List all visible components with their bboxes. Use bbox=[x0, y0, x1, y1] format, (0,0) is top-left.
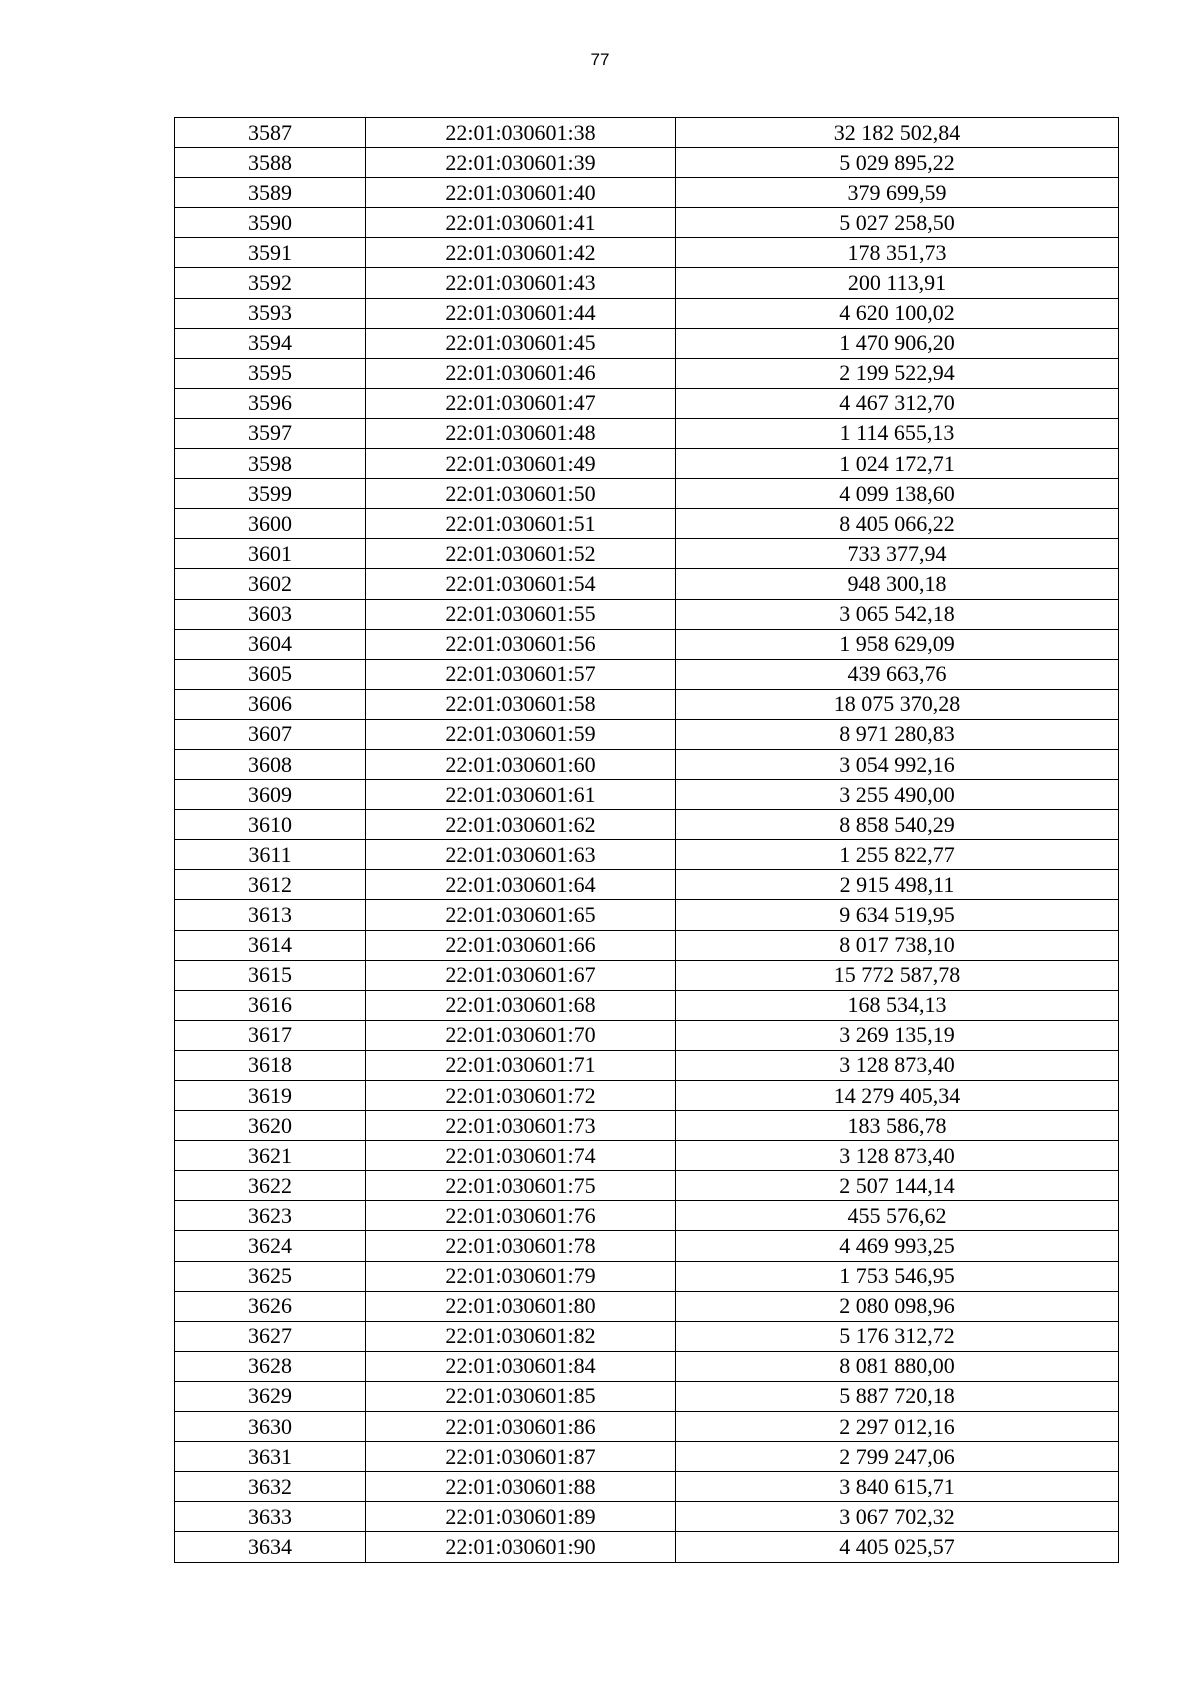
cadastral-number-cell: 22:01:030601:63 bbox=[366, 840, 676, 870]
table-row bbox=[175, 1321, 1119, 1351]
cadastral-number-cell: 22:01:030601:48 bbox=[366, 418, 676, 448]
cadastral-value-cell: 8 858 540,29 bbox=[676, 810, 1119, 840]
row-number-cell: 3595 bbox=[175, 358, 366, 388]
row-number-cell: 3601 bbox=[175, 539, 366, 569]
table-row bbox=[175, 388, 1119, 418]
table-row bbox=[175, 780, 1119, 810]
cadastral-value-cell: 2 080 098,96 bbox=[676, 1291, 1119, 1321]
cadastral-number-cell: 22:01:030601:73 bbox=[366, 1111, 676, 1141]
table-row bbox=[175, 900, 1119, 930]
cadastral-value-cell: 15 772 587,78 bbox=[676, 960, 1119, 990]
cadastral-value-cell: 733 377,94 bbox=[676, 539, 1119, 569]
cadastral-value-cell: 3 840 615,71 bbox=[676, 1472, 1119, 1502]
cadastral-value-cell: 18 075 370,28 bbox=[676, 689, 1119, 719]
cadastral-value-cell: 8 971 280,83 bbox=[676, 719, 1119, 749]
cadastral-number-cell: 22:01:030601:82 bbox=[366, 1321, 676, 1351]
table-row bbox=[175, 719, 1119, 749]
table-row bbox=[175, 479, 1119, 509]
cadastral-value-cell: 379 699,59 bbox=[676, 178, 1119, 208]
table-row bbox=[175, 810, 1119, 840]
cadastral-number-cell: 22:01:030601:62 bbox=[366, 810, 676, 840]
table-row bbox=[175, 1351, 1119, 1381]
table-row bbox=[175, 599, 1119, 629]
table-row bbox=[175, 1502, 1119, 1532]
cadastral-number-cell: 22:01:030601:41 bbox=[366, 208, 676, 238]
cadastral-number-cell: 22:01:030601:84 bbox=[366, 1351, 676, 1381]
table-row bbox=[175, 689, 1119, 719]
cadastral-number-cell: 22:01:030601:40 bbox=[366, 178, 676, 208]
cadastral-value-cell: 948 300,18 bbox=[676, 569, 1119, 599]
cadastral-value-cell: 3 269 135,19 bbox=[676, 1020, 1119, 1050]
table-row bbox=[175, 629, 1119, 659]
cadastral-number-cell: 22:01:030601:66 bbox=[366, 930, 676, 960]
cadastral-value-cell: 9 634 519,95 bbox=[676, 900, 1119, 930]
table-row bbox=[175, 990, 1119, 1020]
row-number-cell: 3628 bbox=[175, 1351, 366, 1381]
row-number-cell: 3627 bbox=[175, 1321, 366, 1351]
table-row bbox=[175, 298, 1119, 328]
cadastral-number-cell: 22:01:030601:87 bbox=[366, 1442, 676, 1472]
cadastral-number-cell: 22:01:030601:90 bbox=[366, 1532, 676, 1562]
table-row bbox=[175, 1532, 1119, 1562]
row-number-cell: 3597 bbox=[175, 418, 366, 448]
row-number-cell: 3613 bbox=[175, 900, 366, 930]
cadastral-value-cell: 3 128 873,40 bbox=[676, 1050, 1119, 1080]
row-number-cell: 3604 bbox=[175, 629, 366, 659]
row-number-cell: 3607 bbox=[175, 719, 366, 749]
table-row bbox=[175, 840, 1119, 870]
row-number-cell: 3602 bbox=[175, 569, 366, 599]
table-row bbox=[175, 1442, 1119, 1472]
cadastral-number-cell: 22:01:030601:64 bbox=[366, 870, 676, 900]
table-row bbox=[175, 268, 1119, 298]
row-number-cell: 3629 bbox=[175, 1381, 366, 1411]
cadastral-value-cell: 439 663,76 bbox=[676, 659, 1119, 689]
cadastral-value-cell: 5 027 258,50 bbox=[676, 208, 1119, 238]
cadastral-value-cell: 3 128 873,40 bbox=[676, 1141, 1119, 1171]
cadastral-number-cell: 22:01:030601:46 bbox=[366, 358, 676, 388]
cadastral-value-cell: 1 024 172,71 bbox=[676, 449, 1119, 479]
cadastral-number-cell: 22:01:030601:86 bbox=[366, 1412, 676, 1442]
row-number-cell: 3610 bbox=[175, 810, 366, 840]
cadastral-value-table bbox=[174, 117, 1119, 1563]
row-number-cell: 3591 bbox=[175, 238, 366, 268]
cadastral-number-cell: 22:01:030601:89 bbox=[366, 1502, 676, 1532]
row-number-cell: 3621 bbox=[175, 1141, 366, 1171]
row-number-cell: 3612 bbox=[175, 870, 366, 900]
table-row bbox=[175, 960, 1119, 990]
cadastral-value-cell: 2 199 522,94 bbox=[676, 358, 1119, 388]
table-row bbox=[175, 1171, 1119, 1201]
row-number-cell: 3614 bbox=[175, 930, 366, 960]
table-row bbox=[175, 1201, 1119, 1231]
table-row bbox=[175, 1020, 1119, 1050]
table-row bbox=[175, 1472, 1119, 1502]
cadastral-number-cell: 22:01:030601:78 bbox=[366, 1231, 676, 1261]
cadastral-value-cell: 32 182 502,84 bbox=[676, 118, 1119, 148]
cadastral-value-cell: 4 469 993,25 bbox=[676, 1231, 1119, 1261]
cadastral-value-cell: 1 470 906,20 bbox=[676, 328, 1119, 358]
table-row bbox=[175, 1261, 1119, 1291]
row-number-cell: 3589 bbox=[175, 178, 366, 208]
cadastral-number-cell: 22:01:030601:60 bbox=[366, 749, 676, 779]
cadastral-value-cell: 3 065 542,18 bbox=[676, 599, 1119, 629]
cadastral-value-cell: 5 887 720,18 bbox=[676, 1381, 1119, 1411]
table-row bbox=[175, 418, 1119, 448]
cadastral-number-cell: 22:01:030601:57 bbox=[366, 659, 676, 689]
cadastral-number-cell: 22:01:030601:49 bbox=[366, 449, 676, 479]
cadastral-value-cell: 4 405 025,57 bbox=[676, 1532, 1119, 1562]
cadastral-value-cell: 8 017 738,10 bbox=[676, 930, 1119, 960]
table-row bbox=[175, 1141, 1119, 1171]
row-number-cell: 3633 bbox=[175, 1502, 366, 1532]
cadastral-number-cell: 22:01:030601:55 bbox=[366, 599, 676, 629]
table-row bbox=[175, 208, 1119, 238]
cadastral-number-cell: 22:01:030601:88 bbox=[366, 1472, 676, 1502]
row-number-cell: 3599 bbox=[175, 479, 366, 509]
table-row bbox=[175, 569, 1119, 599]
cadastral-value-cell: 2 915 498,11 bbox=[676, 870, 1119, 900]
row-number-cell: 3620 bbox=[175, 1111, 366, 1141]
cadastral-number-cell: 22:01:030601:79 bbox=[366, 1261, 676, 1291]
row-number-cell: 3634 bbox=[175, 1532, 366, 1562]
cadastral-number-cell: 22:01:030601:71 bbox=[366, 1050, 676, 1080]
cadastral-value-cell: 4 467 312,70 bbox=[676, 388, 1119, 418]
row-number-cell: 3592 bbox=[175, 268, 366, 298]
table-row bbox=[175, 870, 1119, 900]
table-row bbox=[175, 1111, 1119, 1141]
cadastral-number-cell: 22:01:030601:50 bbox=[366, 479, 676, 509]
row-number-cell: 3608 bbox=[175, 749, 366, 779]
row-number-cell: 3625 bbox=[175, 1261, 366, 1291]
cadastral-number-cell: 22:01:030601:67 bbox=[366, 960, 676, 990]
cadastral-number-cell: 22:01:030601:75 bbox=[366, 1171, 676, 1201]
table-row bbox=[175, 328, 1119, 358]
cadastral-number-cell: 22:01:030601:54 bbox=[366, 569, 676, 599]
row-number-cell: 3615 bbox=[175, 960, 366, 990]
cadastral-number-cell: 22:01:030601:72 bbox=[366, 1081, 676, 1111]
row-number-cell: 3594 bbox=[175, 328, 366, 358]
table-row bbox=[175, 749, 1119, 779]
cadastral-number-cell: 22:01:030601:74 bbox=[366, 1141, 676, 1171]
row-number-cell: 3598 bbox=[175, 449, 366, 479]
cadastral-number-cell: 22:01:030601:39 bbox=[366, 148, 676, 178]
row-number-cell: 3593 bbox=[175, 298, 366, 328]
row-number-cell: 3632 bbox=[175, 1472, 366, 1502]
cadastral-number-cell: 22:01:030601:76 bbox=[366, 1201, 676, 1231]
cadastral-value-cell: 200 113,91 bbox=[676, 268, 1119, 298]
row-number-cell: 3605 bbox=[175, 659, 366, 689]
cadastral-number-cell: 22:01:030601:52 bbox=[366, 539, 676, 569]
table-row bbox=[175, 1381, 1119, 1411]
cadastral-value-cell: 4 099 138,60 bbox=[676, 479, 1119, 509]
cadastral-number-cell: 22:01:030601:61 bbox=[366, 780, 676, 810]
cadastral-number-cell: 22:01:030601:38 bbox=[366, 118, 676, 148]
row-number-cell: 3616 bbox=[175, 990, 366, 1020]
table-row bbox=[175, 1081, 1119, 1111]
row-number-cell: 3622 bbox=[175, 1171, 366, 1201]
row-number-cell: 3590 bbox=[175, 208, 366, 238]
cadastral-value-cell: 8 405 066,22 bbox=[676, 509, 1119, 539]
table-row bbox=[175, 118, 1119, 148]
cadastral-value-cell: 455 576,62 bbox=[676, 1201, 1119, 1231]
cadastral-number-cell: 22:01:030601:45 bbox=[366, 328, 676, 358]
cadastral-value-cell: 2 799 247,06 bbox=[676, 1442, 1119, 1472]
cadastral-value-cell: 178 351,73 bbox=[676, 238, 1119, 268]
row-number-cell: 3626 bbox=[175, 1291, 366, 1321]
cadastral-number-cell: 22:01:030601:85 bbox=[366, 1381, 676, 1411]
table-row bbox=[175, 930, 1119, 960]
table-body bbox=[175, 118, 1119, 1563]
row-number-cell: 3603 bbox=[175, 599, 366, 629]
page-number: 77 bbox=[590, 50, 610, 69]
cadastral-number-cell: 22:01:030601:42 bbox=[366, 238, 676, 268]
cadastral-number-cell: 22:01:030601:51 bbox=[366, 509, 676, 539]
row-number-cell: 3631 bbox=[175, 1442, 366, 1472]
cadastral-number-cell: 22:01:030601:59 bbox=[366, 719, 676, 749]
row-number-cell: 3624 bbox=[175, 1231, 366, 1261]
cadastral-value-cell: 14 279 405,34 bbox=[676, 1081, 1119, 1111]
cadastral-value-cell: 3 054 992,16 bbox=[676, 749, 1119, 779]
table-row bbox=[175, 1050, 1119, 1080]
cadastral-number-cell: 22:01:030601:68 bbox=[366, 990, 676, 1020]
row-number-cell: 3587 bbox=[175, 118, 366, 148]
cadastral-number-cell: 22:01:030601:58 bbox=[366, 689, 676, 719]
cadastral-value-cell: 5 029 895,22 bbox=[676, 148, 1119, 178]
table-row bbox=[175, 659, 1119, 689]
cadastral-number-cell: 22:01:030601:47 bbox=[366, 388, 676, 418]
row-number-cell: 3618 bbox=[175, 1050, 366, 1080]
cadastral-number-cell: 22:01:030601:80 bbox=[366, 1291, 676, 1321]
cadastral-value-cell: 4 620 100,02 bbox=[676, 298, 1119, 328]
cadastral-value-cell: 1 958 629,09 bbox=[676, 629, 1119, 659]
cadastral-value-cell: 183 586,78 bbox=[676, 1111, 1119, 1141]
cadastral-value-cell: 2 507 144,14 bbox=[676, 1171, 1119, 1201]
table-row bbox=[175, 148, 1119, 178]
table-row bbox=[175, 238, 1119, 268]
table-row bbox=[175, 178, 1119, 208]
cadastral-number-cell: 22:01:030601:65 bbox=[366, 900, 676, 930]
cadastral-number-cell: 22:01:030601:44 bbox=[366, 298, 676, 328]
row-number-cell: 3588 bbox=[175, 148, 366, 178]
table-row bbox=[175, 1231, 1119, 1261]
table-row bbox=[175, 358, 1119, 388]
row-number-cell: 3623 bbox=[175, 1201, 366, 1231]
row-number-cell: 3600 bbox=[175, 509, 366, 539]
cadastral-value-cell: 3 255 490,00 bbox=[676, 780, 1119, 810]
row-number-cell: 3609 bbox=[175, 780, 366, 810]
table-row bbox=[175, 509, 1119, 539]
cadastral-value-cell: 168 534,13 bbox=[676, 990, 1119, 1020]
cadastral-number-cell: 22:01:030601:70 bbox=[366, 1020, 676, 1050]
cadastral-number-cell: 22:01:030601:43 bbox=[366, 268, 676, 298]
table-row bbox=[175, 1291, 1119, 1321]
cadastral-value-cell: 2 297 012,16 bbox=[676, 1412, 1119, 1442]
cadastral-value-cell: 5 176 312,72 bbox=[676, 1321, 1119, 1351]
row-number-cell: 3611 bbox=[175, 840, 366, 870]
table-row bbox=[175, 539, 1119, 569]
cadastral-value-cell: 3 067 702,32 bbox=[676, 1502, 1119, 1532]
cadastral-value-cell: 1 753 546,95 bbox=[676, 1261, 1119, 1291]
row-number-cell: 3630 bbox=[175, 1412, 366, 1442]
cadastral-value-cell: 1 255 822,77 bbox=[676, 840, 1119, 870]
row-number-cell: 3596 bbox=[175, 388, 366, 418]
cadastral-value-cell: 1 114 655,13 bbox=[676, 418, 1119, 448]
row-number-cell: 3619 bbox=[175, 1081, 366, 1111]
table-row bbox=[175, 449, 1119, 479]
cadastral-value-cell: 8 081 880,00 bbox=[676, 1351, 1119, 1381]
row-number-cell: 3617 bbox=[175, 1020, 366, 1050]
row-number-cell: 3606 bbox=[175, 689, 366, 719]
table-row bbox=[175, 1412, 1119, 1442]
cadastral-number-cell: 22:01:030601:56 bbox=[366, 629, 676, 659]
